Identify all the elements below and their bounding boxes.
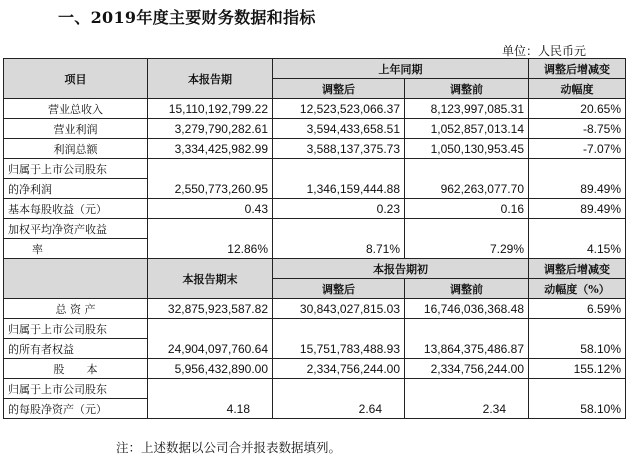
header-blank	[4, 259, 148, 299]
cell-current: 0.43	[148, 199, 273, 219]
cell-current: 32,875,923,587.82	[148, 299, 273, 319]
table-row	[4, 99, 626, 119]
cell-before: 13,864,375,486.87	[405, 319, 529, 359]
cell-adjusted: 1,346,159,444.88	[273, 159, 405, 199]
cell-current: 3,334,425,982.99	[148, 139, 273, 159]
header-period-end: 本报告期末	[148, 259, 273, 299]
cell-change: 89.49%	[529, 199, 626, 219]
cell-change: 155.12%	[529, 359, 626, 379]
table-row	[4, 299, 626, 319]
table-row	[4, 359, 626, 379]
section-title: 一、2019年度主要财务数据和指标	[58, 8, 316, 27]
cell-adjusted: 3,594,433,658.51	[273, 119, 405, 139]
cell-before: 16,746,036,368.48	[405, 299, 529, 319]
financial-table	[3, 58, 626, 419]
cell-change: 4.15%	[529, 219, 626, 259]
cell-change: 89.49%	[529, 159, 626, 199]
cell-before: 0.16	[405, 199, 529, 219]
row-label-line2: 率	[4, 239, 148, 259]
header-adjusted: 调整后	[273, 279, 405, 299]
table-row	[4, 219, 626, 239]
row-label-line1: 归属于上市公司股东	[4, 319, 148, 339]
table-row	[4, 119, 626, 139]
row-label-line1: 归属于上市公司股东	[4, 379, 148, 399]
table-row	[4, 379, 626, 399]
cell-before: 2,334,756,244.00	[405, 359, 529, 379]
row-label-line2: 的净利润	[4, 179, 148, 199]
header-change-l2: 动幅度	[529, 79, 626, 99]
header-row-1	[4, 59, 626, 79]
cell-adjusted: 12,523,523,066.37	[273, 99, 405, 119]
header-change-l1: 调整后增减变	[529, 59, 626, 79]
cell-current: 15,110,192,799.22	[148, 99, 273, 119]
header-period-start: 本报告期初	[273, 259, 529, 279]
header-before-adjustment: 调整前	[405, 79, 529, 99]
header-row-3	[4, 259, 626, 279]
header-item: 项目	[4, 59, 148, 99]
cell-change: 58.10%	[529, 319, 626, 359]
table-row	[4, 199, 626, 219]
row-label-line1: 加权平均净资产收益	[4, 219, 148, 239]
cell-before: 962,263,077.70	[405, 159, 529, 199]
table-row	[4, 139, 626, 159]
header-change-l2: 动幅度（%）	[529, 279, 626, 299]
cell-adjusted: 8.71%	[273, 219, 405, 259]
row-label-line2: 的所有者权益	[4, 339, 148, 359]
cell-adjusted: 2,334,756,244.00	[273, 359, 405, 379]
row-label: 营业总收入	[4, 99, 148, 119]
header-before-adjustment: 调整前	[405, 279, 529, 299]
cell-current: 5,956,432,890.00	[148, 359, 273, 379]
cell-adjusted: 2.64	[273, 379, 405, 419]
cell-current: 3,279,790,282.61	[148, 119, 273, 139]
table-row	[4, 319, 626, 339]
header-prior-period: 上年同期	[273, 59, 529, 79]
cell-before: 1,052,857,013.14	[405, 119, 529, 139]
row-label: 营业利润	[4, 119, 148, 139]
footnote: 注：上述数据以公司合并报表数据填列。	[116, 440, 342, 455]
cell-adjusted: 15,751,783,488.93	[273, 319, 405, 359]
header-adjusted: 调整后	[273, 79, 405, 99]
cell-adjusted: 3,588,137,375.73	[273, 139, 405, 159]
row-label-line2: 的每股净资产（元）	[4, 399, 148, 419]
cell-change: 20.65%	[529, 99, 626, 119]
table-row	[4, 159, 626, 179]
header-current-period: 本报告期	[148, 59, 273, 99]
cell-change: -7.07%	[529, 139, 626, 159]
cell-change: 6.59%	[529, 299, 626, 319]
row-label: 利润总额	[4, 139, 148, 159]
row-label-line1: 归属于上市公司股东	[4, 159, 148, 179]
cell-change: 58.10%	[529, 379, 626, 419]
header-change-l1: 调整后增减变	[529, 259, 626, 279]
cell-change: -8.75%	[529, 119, 626, 139]
cell-current: 24,904,097,760.64	[148, 319, 273, 359]
cell-current: 12.86%	[148, 219, 273, 259]
cell-before: 1,050,130,953.45	[405, 139, 529, 159]
cell-current: 2,550,773,260.95	[148, 159, 273, 199]
cell-before: 8,123,997,085.31	[405, 99, 529, 119]
cell-current: 4.18	[148, 379, 273, 419]
unit-label: 单位：人民币元	[501, 44, 586, 58]
cell-adjusted: 30,843,027,815.03	[273, 299, 405, 319]
row-label: 总 资 产	[4, 299, 148, 319]
row-label: 基本每股收益（元）	[4, 199, 148, 219]
cell-before: 2.34	[405, 379, 529, 419]
cell-adjusted: 0.23	[273, 199, 405, 219]
cell-before: 7.29%	[405, 219, 529, 259]
row-label: 股 本	[4, 359, 148, 379]
